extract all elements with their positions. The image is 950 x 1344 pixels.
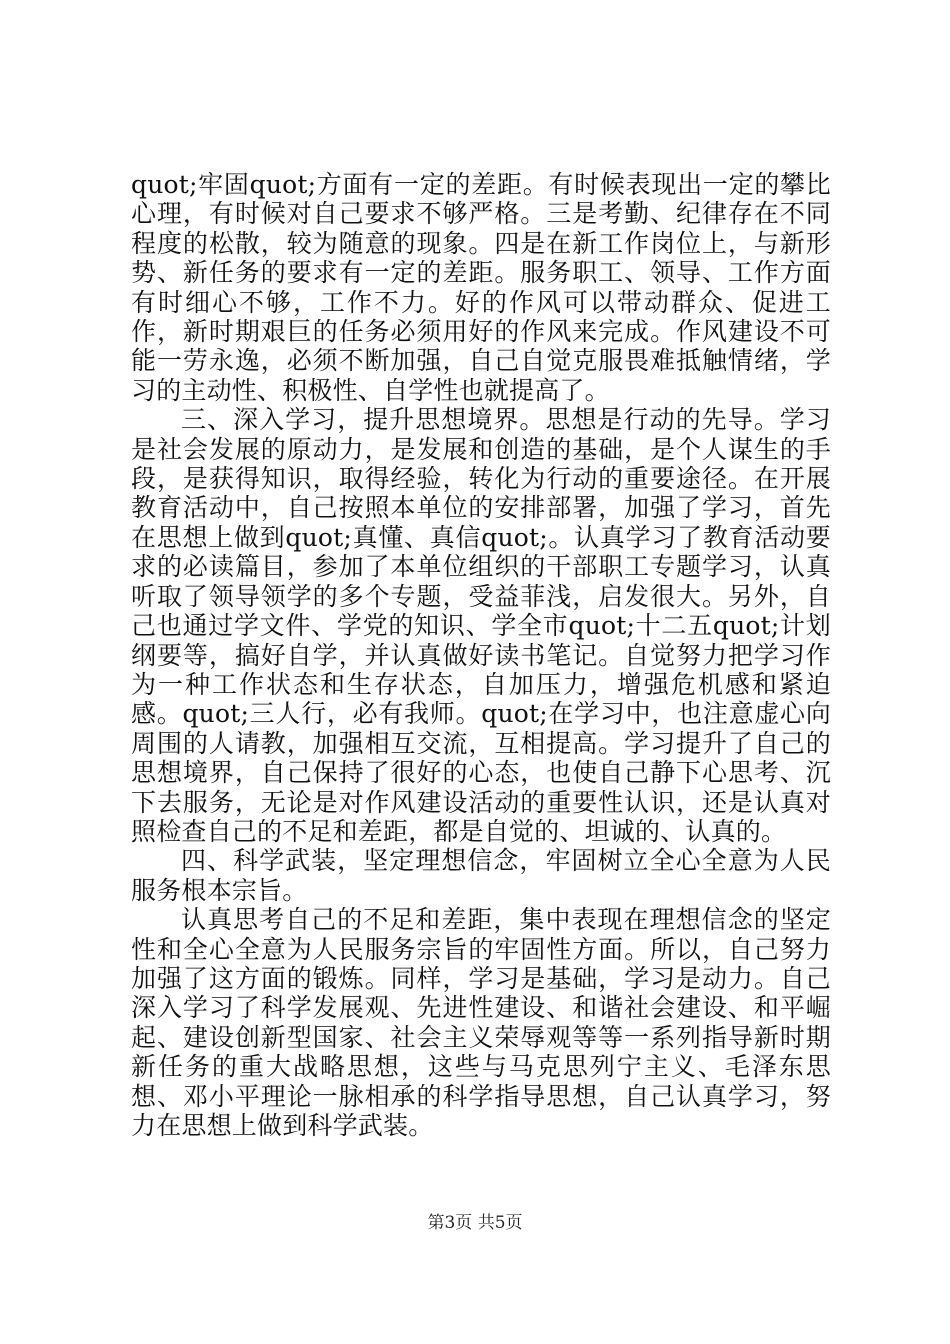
paragraph-section-four-body: 认真思考自己的不足和差距，集中表现在理想信念的坚定性和全心全意为人民服务宗旨的牢固性方面。所以，自己努力加强了这方面的锻炼。同样，学习是基础，学习是动力。自己深入学习了科学发展观、先进性建设、和谐社会建设、和平崛起、建设创新型国家、社会主义荣辱观等等一系列指导新时期新任务的重大战略思想，这些与马克思列宁主义、毛泽东思想、邓小平理论一脉相承的科学指导思想，自己认真学习，努力在思想上做到科学武装。 — [131, 905, 831, 1140]
paragraph-section-three: 三、深入学习，提升思想境界。思想是行动的先导。学习是社会发展的原动力，是发展和创造的基础，是个人谋生的手段，是获得知识，取得经验，转化为行动的重要途径。在开展教育活动中，自己按照本单位的安排部署，加强了学习，首先在思想上做到quot;真懂、真信quot;。认真学习了教育活动要求的必读篇目，参加了本单位组织的干部职工专题学习，认真听取了领导领学的多个专题，受益菲浅，启发很大。另外，自己也通过学文件、学党的知识、学全市quot;十二五quot;计划纲要等，搞好自学，并认真做好读书笔记。自觉努力把学习作为一种工作状态和生存状态，自加压力，增强危机感和紧迫感。quot;三人行，必有我师。quot;在学习中，也注意虚心向周围的人请教，加强相互交流，互相提高。学习提升了自己的思想境界，自己保持了很好的心态，也使自己静下心思考、沉下去服务，无论是对作风建设活动的重要性认识，还是认真对照检查自己的不足和差距，都是自觉的、坦诚的、认真的。 — [131, 405, 831, 846]
paragraph-continuation: quot;牢固quot;方面有一定的差距。有时候表现出一定的攀比心理，有时候对自己要求不够严格。三是考勤、纪律存在不同程度的松散，较为随意的现象。四是在新工作岗位上，与新形势、新任务的要求有一定的差距。服务职工、领导、工作方面有时细心不够，工作不力。好的作风可以带动群众、促进工作，新时期艰巨的任务必须用好的作风来完成。作风建设不可能一劳永逸，必须不断加强，自己自觉克服畏难抵触情绪，学习的主动性、积极性、自学性也就提高了。 — [131, 170, 831, 405]
document-body — [131, 170, 831, 1140]
page-number-footer: 第3页 共5页 — [427, 1213, 523, 1233]
paragraph-section-four-heading: 四、科学武装，坚定理想信念，牢固树立全心全意为人民服务根本宗旨。 — [131, 846, 831, 905]
